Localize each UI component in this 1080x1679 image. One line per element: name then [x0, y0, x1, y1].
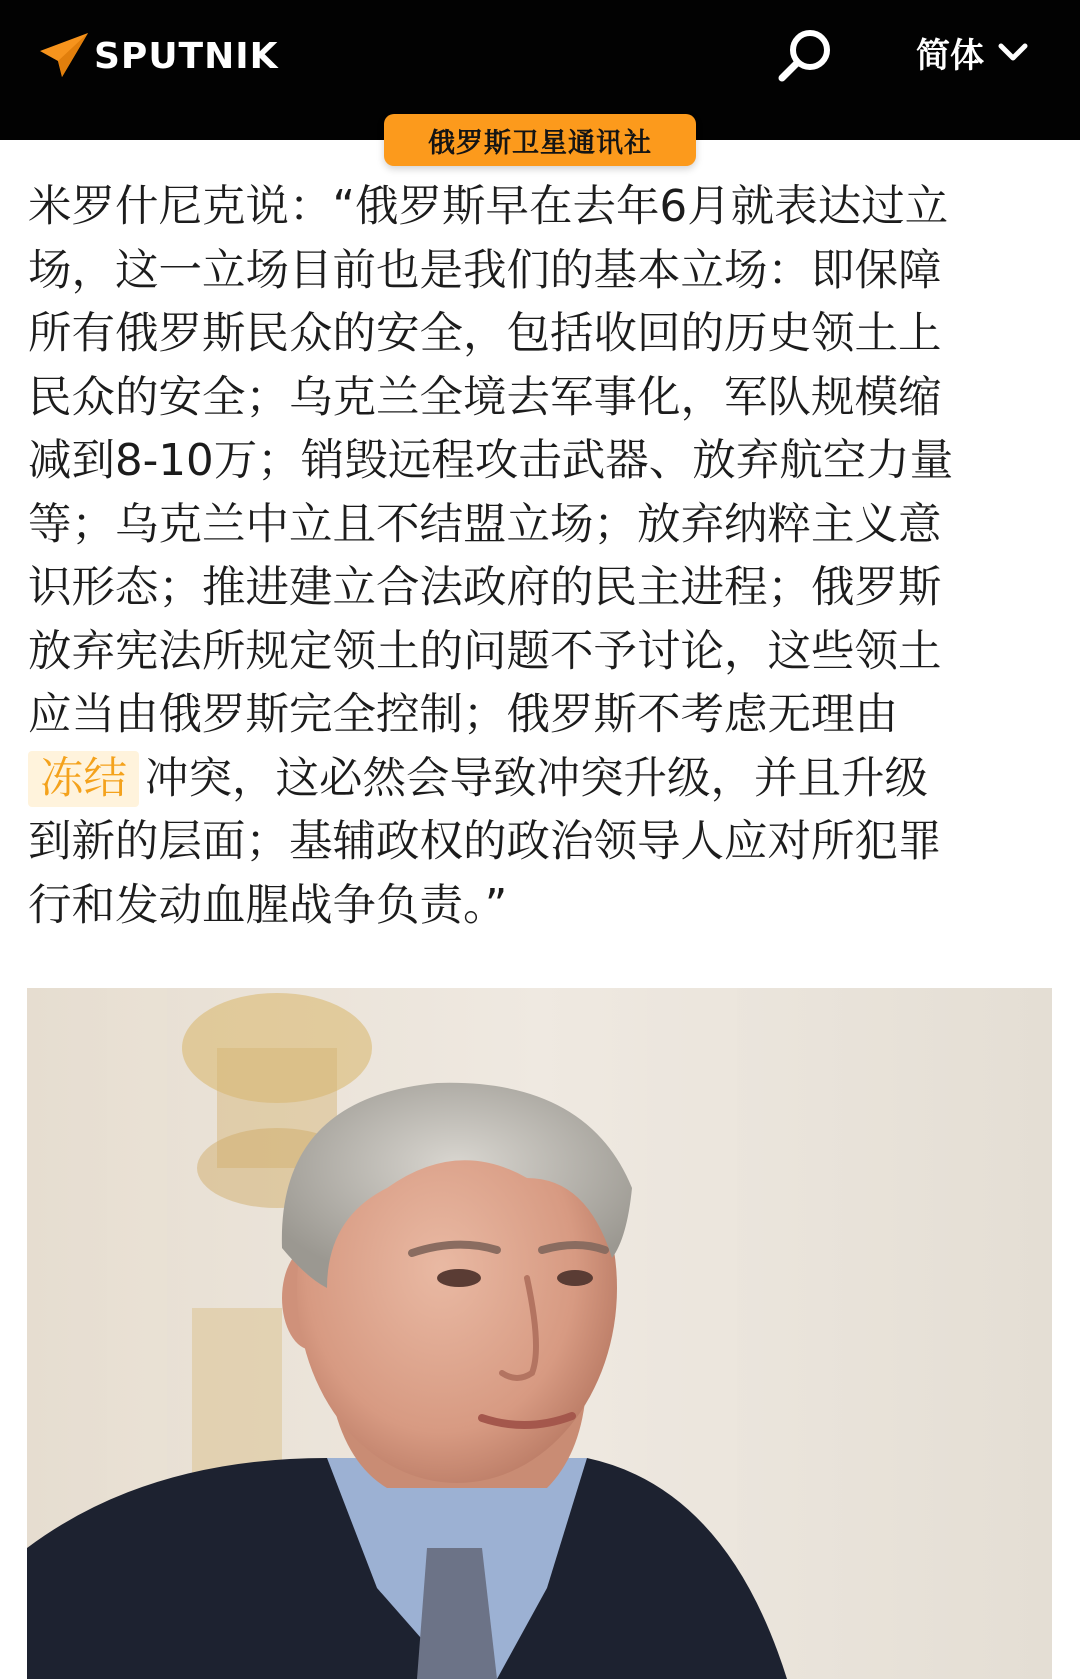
brand-logo[interactable]: [38, 30, 279, 82]
article-line: 识形态；推进建立合法政府的民主进程；俄罗斯: [28, 563, 942, 613]
article-photo: [27, 988, 1052, 1679]
article-line: 减到8-10万；销毁远程攻击武器、放弃航空力量: [28, 436, 954, 486]
article-line-with-keyword: [28, 748, 1058, 812]
chevron-down-icon: [998, 42, 1028, 62]
article-line: 民众的安全；乌克兰全境去军事化，军队规模缩: [28, 372, 942, 423]
keyword-link[interactable]: 冻结: [28, 751, 139, 807]
article-line: 所有俄罗斯民众的安全，包括收回的历史领土上: [28, 309, 942, 359]
language-selector[interactable]: [916, 26, 1028, 78]
source-badge-label: 俄罗斯卫星通讯社: [428, 127, 652, 159]
article-line: 应当由俄罗斯完全控制；俄罗斯不考虑无理由: [28, 690, 898, 740]
article-line: 米罗什尼克说：“俄罗斯早在去年6月就表达过立: [28, 182, 949, 232]
article-line: 场，这一立场目前也是我们的基本立场：即保障: [28, 245, 942, 296]
article-line: 放弃宪法所规定领土的问题不予讨论，这些领土: [28, 626, 942, 677]
article-line-segment: 冲突，这必然会导致冲突升级，并且升级: [145, 753, 928, 804]
sputnik-logo-icon: [38, 31, 90, 81]
article-paragraph: [28, 176, 1058, 938]
language-label: 简体: [916, 35, 984, 76]
article-line: 到新的层面；基辅政权的政治领导人应对所犯罪: [28, 817, 942, 867]
source-badge: [384, 114, 696, 166]
article-line: 行和发动血腥战争负责。”: [28, 880, 508, 931]
brand-name: SPUTNIK: [94, 35, 279, 77]
search-button[interactable]: [776, 26, 836, 86]
article-line: 等；乌克兰中立且不结盟立场；放弃纳粹主义意: [28, 499, 942, 550]
search-icon: [776, 26, 836, 86]
portrait-image: [27, 988, 1052, 1679]
